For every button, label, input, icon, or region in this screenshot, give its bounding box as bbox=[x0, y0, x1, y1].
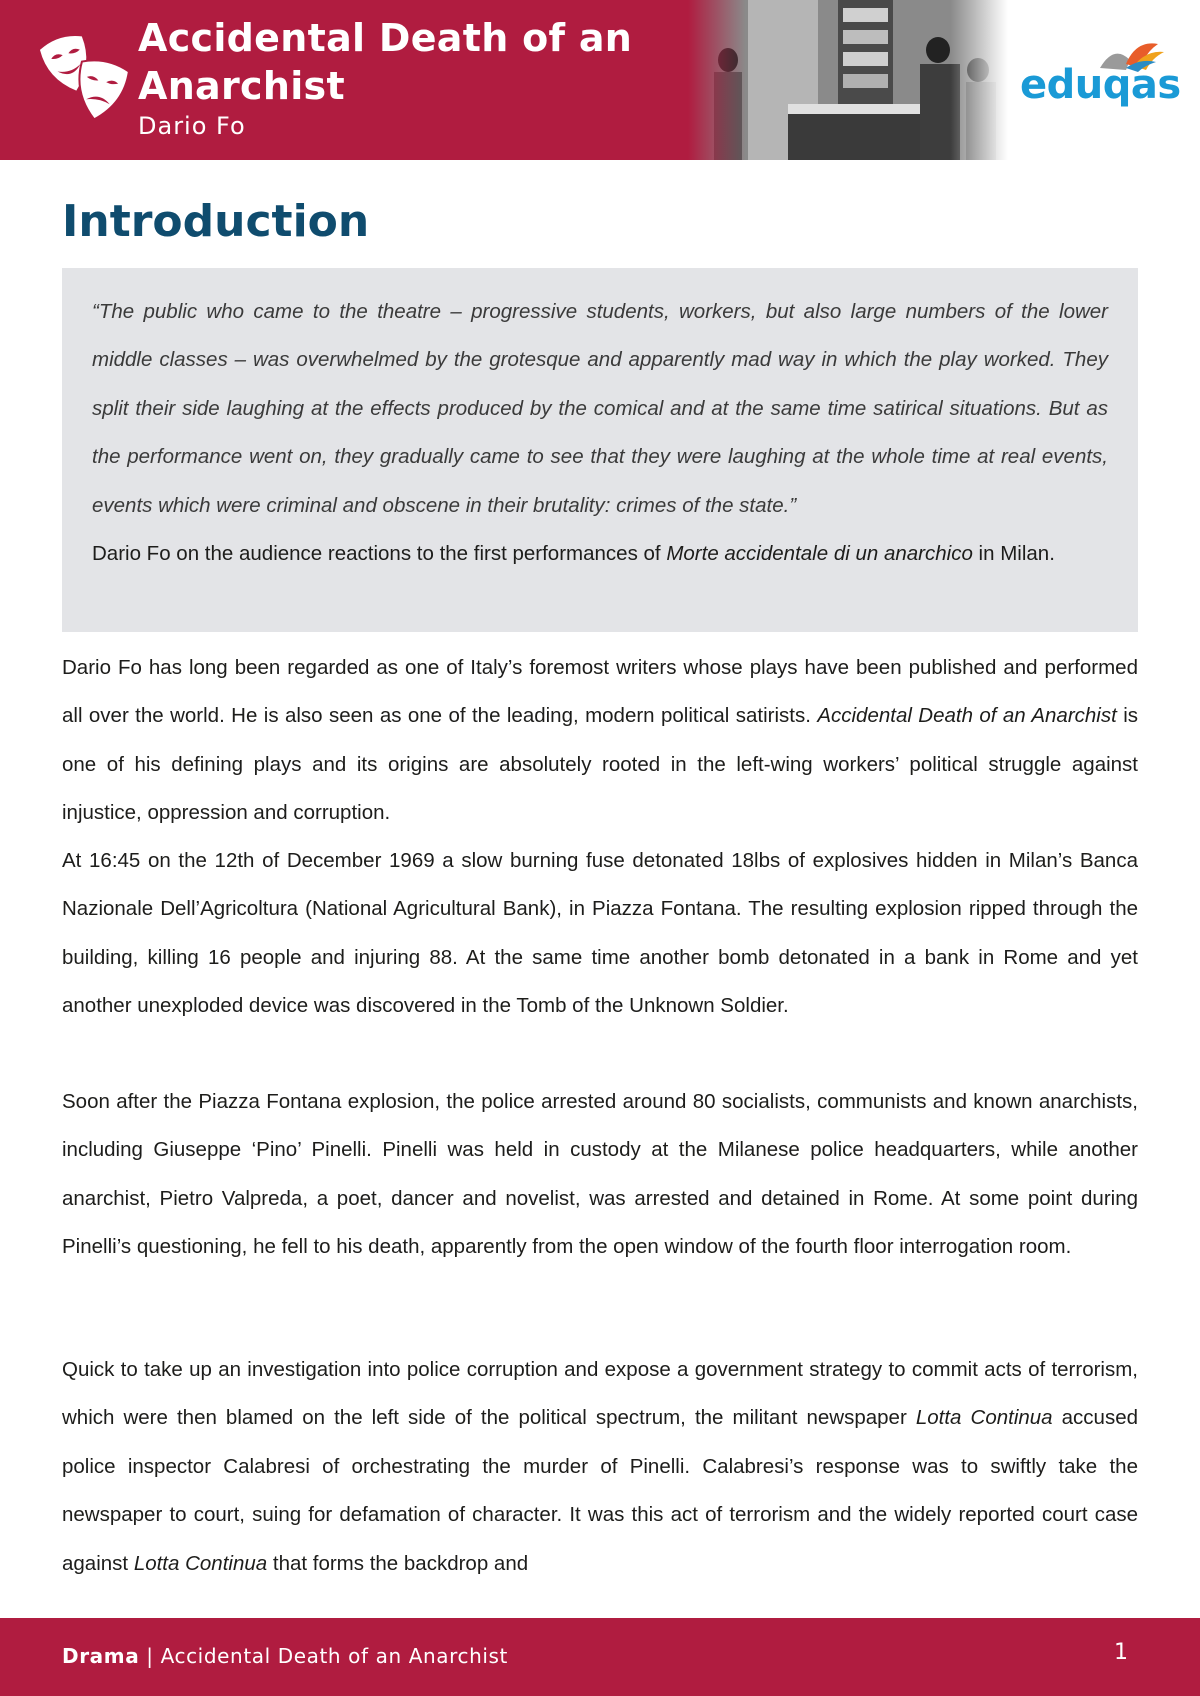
document-title: Accidental Death of an Anarchist bbox=[138, 16, 633, 108]
footer-separator: | bbox=[139, 1644, 161, 1668]
author-name: Dario Fo bbox=[138, 112, 246, 140]
paragraph-text: Dario Fo has long been regarded as one of Italy’s foremost writers whose plays have been published and performed all over the world. He is also seen as one of the leading, modern political satirists. bbox=[62, 656, 1138, 728]
production-photo bbox=[688, 0, 1008, 160]
title-block bbox=[138, 14, 658, 140]
eduqas-logo[interactable] bbox=[1008, 0, 1200, 160]
paragraph-3: Soon after the Piazza Fontana explosion, the police arrested around 80 socialists, communists and known anarchists, including Giuseppe ‘Pino’ Pinelli. Pinelli was held in custody at the Milanese police headquarters, while another anarchist, Pietro Valpreda, a poet, dancer and novelist, was arrested and detained in Rome. At some point during Pinelli’s questioning, he fell to his death, apparently from the open window of the fourth floor interrogation room. bbox=[62, 1090, 1138, 1259]
paragraph-text: that forms the backdrop and bbox=[267, 1551, 529, 1575]
page-number: 1 bbox=[1114, 1640, 1128, 1665]
paragraph-2: At 16:45 on the 12th of December 1969 a slow burning fuse detonated 18lbs of explosives hidden in Milan’s Banca Nazionale Dell’Agricoltura (National Agricultural Bank), in Piazza Fontana. The resulting explosion ripped through the building, killing 16 people and injuring 88. At the same time another bomb detonated in a bank in Rome and yet another unexploded device was discovered in the Tomb of the Unknown Soldier. bbox=[62, 849, 1138, 1018]
section-heading: Introduction bbox=[62, 196, 370, 247]
newspaper-title: Lotta Continua bbox=[133, 1551, 268, 1575]
attribution-play-title: Morte accidentale di un anarchico bbox=[666, 542, 973, 566]
theatre-masks-icon bbox=[38, 30, 130, 130]
paragraph-text: accused police inspector Calabresi of orchestrating the murder of Pinelli. Calabresi’s response was to swiftly take the newspaper to court, suing for defamation of character. It was this act of terrorism and the widely reported court case against bbox=[62, 1406, 1138, 1575]
quote-text: “The public who came to the theatre – progressive students, workers, but also large numbers of the lower middle classes – was overwhelmed by the grotesque and apparently mad way in which the play worked. They split their side laughing at the effects produced by the comical and at the same time satirical situations. But as the performance went on, they gradually came to see that they were laughing at the whole time at real events, events which were criminal and obscene in their brutality: crimes of the state.” bbox=[92, 300, 1108, 517]
paragraph-text: Quick to take up an investigation into police corruption and expose a government strategy to commit acts of terrorism, which were then blamed on the left side of the political spectrum, the militant newspaper bbox=[62, 1358, 1138, 1430]
attribution-text-end: in Milan. bbox=[972, 542, 1055, 566]
page-footer bbox=[0, 1618, 1200, 1696]
quote-box bbox=[62, 268, 1138, 632]
attribution-text: Dario Fo on the audience reactions to the first performances of bbox=[92, 542, 667, 566]
logo-wordmark: eduqas bbox=[1020, 62, 1181, 108]
paragraph-1 bbox=[62, 644, 1138, 838]
play-title: Accidental Death of an Anarchist bbox=[817, 704, 1117, 728]
newspaper-title: Lotta Continua bbox=[915, 1406, 1053, 1430]
quote-attribution bbox=[92, 530, 1108, 578]
paragraph-4 bbox=[62, 1346, 1138, 1588]
footer-doc-title: Accidental Death of an Anarchist bbox=[160, 1644, 508, 1668]
footer-label bbox=[62, 1644, 508, 1668]
paragraph-text: is one of his defining plays and its origins are absolutely rooted in the left-wing workers’ political struggle against injustice, oppression and corruption. bbox=[62, 704, 1139, 825]
footer-subject: Drama bbox=[62, 1644, 140, 1668]
page-header bbox=[0, 0, 1200, 160]
